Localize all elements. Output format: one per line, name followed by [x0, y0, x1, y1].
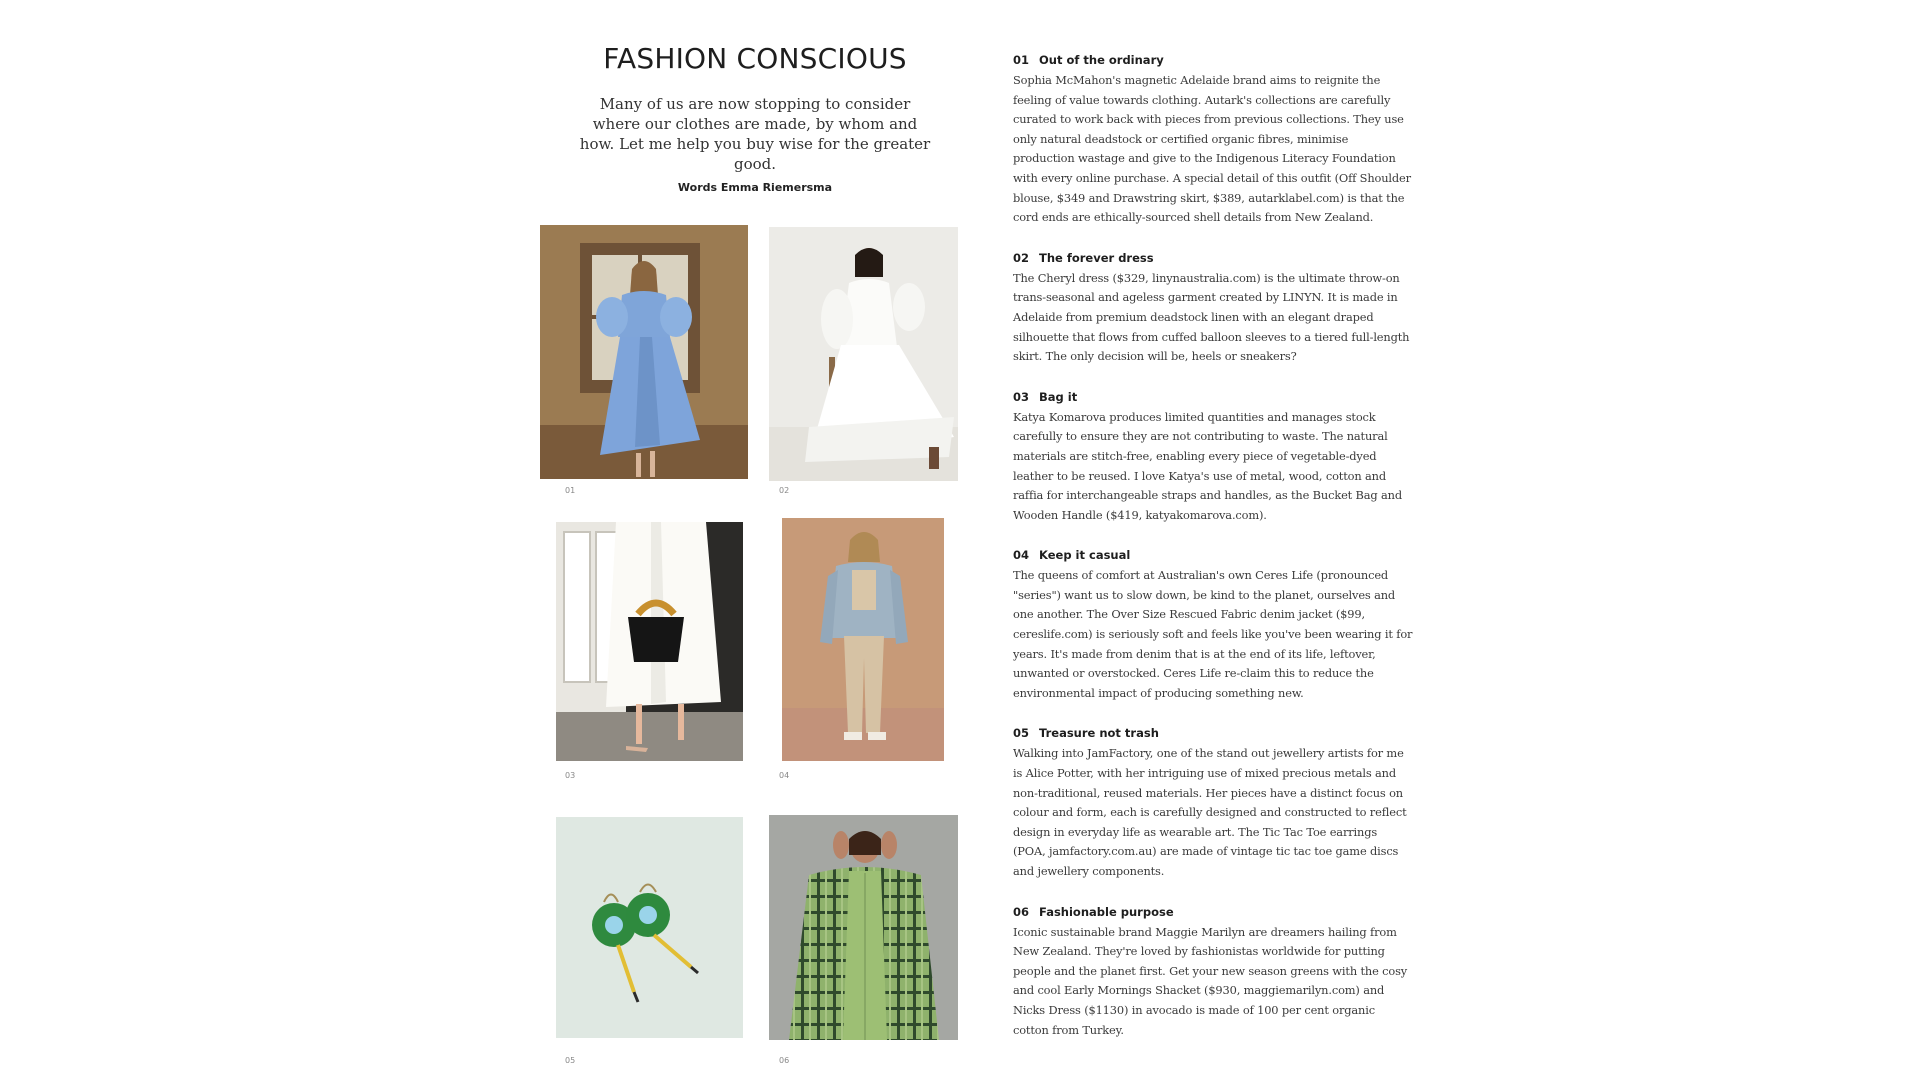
section-heading	[1013, 725, 1413, 741]
photo-caption: 01	[565, 486, 576, 495]
photo-white-dress	[769, 227, 958, 481]
article-section	[1013, 389, 1413, 526]
section-text: Walking into JamFactory, one of the stand out jewellery artists for me is Alice Potter, with her intriguing use of mixed precious metals and non-traditional, reused materials. Her pieces have a distinct focus on colour and form, each is carefully designed and constructed to reflect design in everyday life as wearable art. The Tic Tac Toe earrings (POA, jamfactory.com.au) are made of vintage tic tac toe game discs and jewellery components.	[1013, 746, 1407, 878]
section-number: 04	[1013, 548, 1030, 563]
section-text: Iconic sustainable brand Maggie Marilyn are dreamers hailing from New Zealand. They're loved by fashionistas worldwide for putting people and the planet first. Get your new season greens with the cosy and cool Early Mornings Shacket ($930, maggiemarilyn.com) and Nicks Dress ($1130) in avocado is made of 100 per cent organic cotton from Turkey.	[1013, 924, 1408, 1037]
section-text: Katya Komarova produces limited quantities and manages stock carefully to ensure they are not contributing to waste. The natural materials are stitch-free, enabling every piece of vegetable-dyed leather to be reused. I love Katya's use of metal, wood, cotton and raffia for interchangeable straps and handles, as the Bucket Bag and Wooden Handle ($419, katyakomarova.com).	[1013, 409, 1403, 522]
photo-caption: 04	[779, 771, 790, 780]
section-title: The forever dress	[1039, 250, 1154, 265]
article-section	[1013, 725, 1413, 881]
section-number: 02	[1013, 250, 1030, 265]
section-text: Sophia McMahon's magnetic Adelaide brand aims to reignite the feeling of value towards clothing. Autark's collections are carefully curated to work back with pieces from previous collections. They use only natural deadstock or certified organic fibres, minimise production wastage and give to the Indigenous Literacy Foundation with every online purchase. A special detail of this outfit (Off Shoulder blouse, $349 and Drawstring skirt, $389, autarklabel.com) is that the cord ends are ethically-sourced shell details from New Zealand.	[1013, 73, 1411, 225]
section-text: The queens of comfort at Australian's own Ceres Life (pronounced "series") want us to slow down, be kind to the planet, ourselves and one another. The Over Size Rescued Fabric denim jacket ($99, cereslife.com) is seriously soft and feels like you've been wearing it for years. It's made from denim that is at the end of its life, leftover, unwanted or overstocked. Ceres Life re-claim this to reduce the environmental impact of producing something new.	[1013, 568, 1413, 700]
section-title: Treasure not trash	[1039, 726, 1159, 741]
byline: Words Emma Riemersma	[677, 181, 833, 194]
section-title: Keep it casual	[1039, 548, 1131, 563]
photo-caption: 05	[565, 1056, 576, 1065]
article-section	[1013, 250, 1413, 367]
section-number: 06	[1013, 904, 1030, 919]
section-number: 05	[1013, 726, 1030, 741]
section-heading	[1013, 547, 1413, 563]
photo-bucket-bag	[556, 522, 743, 761]
photo-denim-jacket	[782, 518, 944, 761]
standfirst: Many of us are now stopping to consider where our clothes are made, by whom and how. Let me help you buy wise for the greater good.	[579, 95, 931, 173]
section-text: The Cheryl dress ($329, linynaustralia.com) is the ultimate throw-on trans-seasonal and ageless garment created by LINYN. It is made in Adelaide from premium deadstock linen with an elegant draped silhouette that flows from cuffed balloon sleeves to a tiered full-length skirt. The only decision will be, heels or sneakers?	[1013, 270, 1410, 364]
photo-green-shacket	[769, 815, 958, 1040]
photo-earrings	[556, 817, 743, 1038]
article-body	[1013, 52, 1413, 1062]
section-heading	[1013, 904, 1413, 920]
section-title: Bag it	[1039, 389, 1078, 404]
page-title: FASHION CONSCIOUS	[603, 42, 907, 75]
article-section	[1013, 547, 1413, 703]
section-number: 01	[1013, 53, 1030, 67]
article-section	[1013, 52, 1413, 228]
section-heading	[1013, 52, 1413, 68]
section-heading	[1013, 250, 1413, 266]
photo-caption: 06	[779, 1056, 790, 1065]
section-title: Fashionable purpose	[1039, 904, 1174, 919]
photo-caption: 03	[565, 771, 576, 780]
article-section	[1013, 904, 1413, 1041]
section-number: 03	[1013, 389, 1030, 404]
section-heading	[1013, 389, 1413, 405]
section-title: Out of the ordinary	[1039, 53, 1164, 67]
photo-caption: 02	[779, 486, 790, 495]
photo-blue-dress	[540, 225, 748, 479]
